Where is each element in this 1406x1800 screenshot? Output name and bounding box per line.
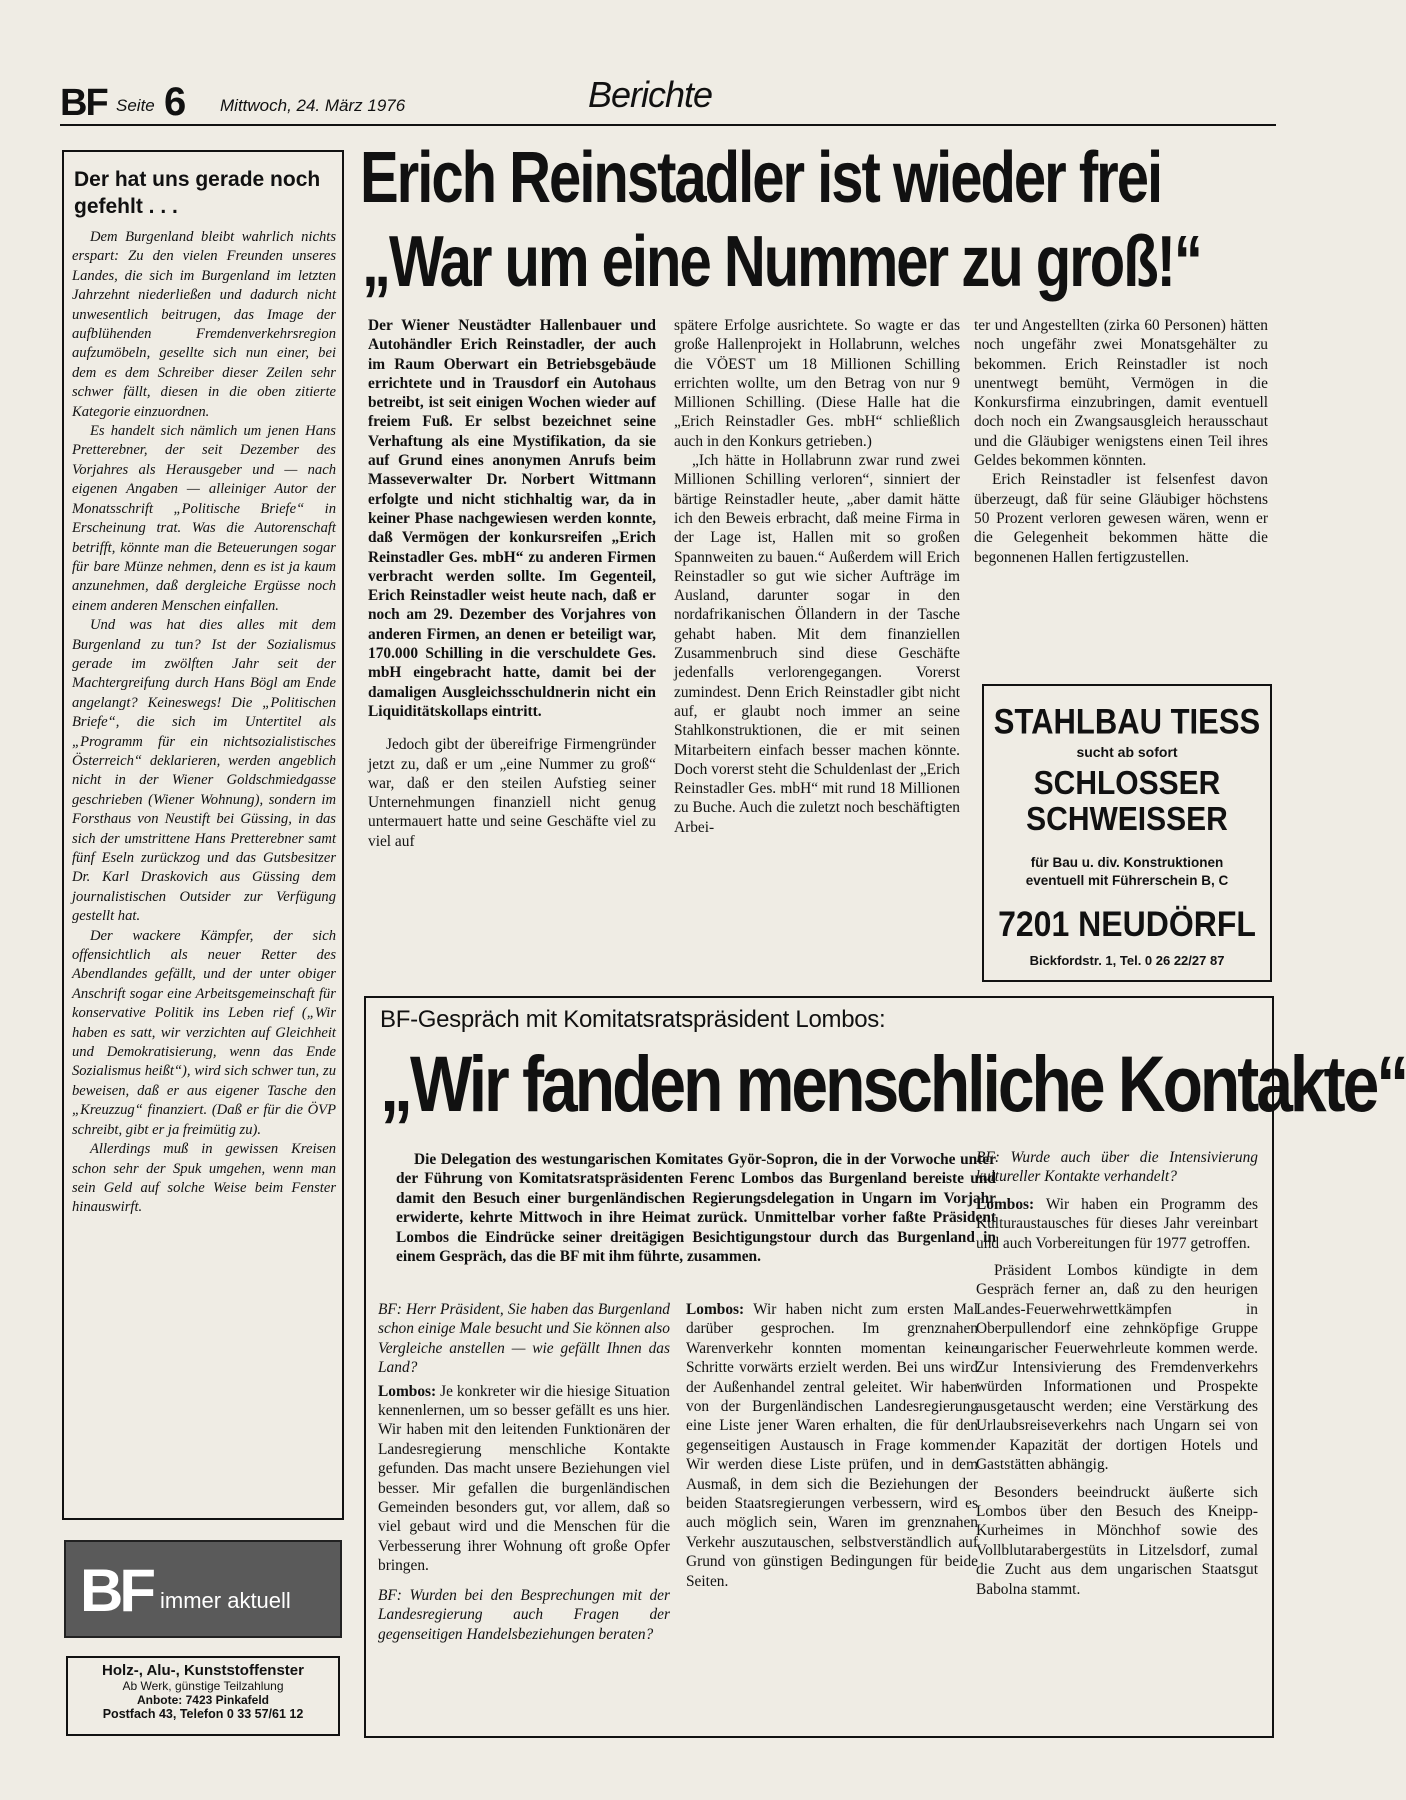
sidebar-commentary	[62, 150, 344, 1520]
answer-text: Wir haben nicht zum ersten Mal darüber gesprochen. Im grenznahen Warenverkehr konnten momentan keine Schritte vorwärts erzielt werden. Bei uns wird der Außenhandel zentral geleitet. Wir haben von der Burgenländischen Landesregierung eine Liste jener Waren erhalten, die für den gegenseitigen Austausch in Frage kommen. Wir werden diese Liste prüfen, und in dem Ausmaß, in dem sich die Beziehungen der beiden Staatsregierungen verbessern, wird es auch möglich sein, Waren im grenznahen Verkehr auszutauschen, selbstverständlich auf Grund von günstigen Bedingungen für beide Seiten.	[686, 1301, 978, 1590]
article1-lead: Der Wiener Neustädter Hallenbauer und Autohändler Erich Reinstadler, der auch im Raum Oberwart ein Betriebsgebäude errichtete und in Trausdorf ein Autohaus betreibt, ist seit einigen Wochen wieder auf freiem Fuß. Er selbst bezeichnet seine Verhaftung als eine Mystifikation, da sie auf Grund eines anonymen Anrufs beim Masseverwalter Dr. Norbert Wittmann erfolgte und nicht stichhaltig war, da in keiner Phase nachgewiesen werden konnte, daß Vermögen der konkursreifen „Erich Reinstadler Ges. mbH“ zu anderen Firmen verbracht werden sollte. Im Gegenteil, Erich Reinstadler weist heute nach, daß er noch am 29. Dezember des Vorjahres von anderen Firmen, an denen er beteiligt war, 170.000 Schilling in die verschuldete Ges. mbH eingebracht hatte, damit bei der damaligen Ausgleichsschuldnerin nicht ein Liquiditätskollaps eintritt.	[368, 317, 656, 720]
page-number: 6	[164, 80, 187, 124]
ad-fenster-address: Anbote: 7423 Pinkafeld	[136, 1693, 270, 1707]
article1-paragraph: ter und Angestellten (zirka 60 Personen) hätten noch ungefähr zwei Monatsgehälter zu bekommen. Erich Reinstadler ist noch unentwegt bemüht, Vermögen in die Konkursfirma einzubringen, damit eventuell doch noch ein Zwangsausgleich herausschaut und die Gläubiger wenigstens einen Teil ihres Geldes bekommen könnten.	[974, 317, 1268, 470]
article1-column-1	[368, 316, 656, 851]
ad-stahlbau	[982, 684, 1272, 982]
article2-paragraph: Präsident Lombos kündigte in dem Gespräch ferner an, daß zu den heurigen Landes-Feuerwehrwettkämpfen in Oberpullendorf eine zehnköpfige Gruppe ungarischer Feuerwehrleute kommen werde. Zur Intensivierung des Fremdenverkehrs würden Informationen und Prospekte ausgetauscht werden; eine Verstärkung des Urlaubsreiseverkehrs nach Ungarn sei von der Kapazität der dortigen Hotels und Gaststätten abhängig.	[976, 1262, 1258, 1474]
article1-paragraph: Jedoch gibt der übereifrige Firmengründer jetzt zu, daß er um „eine Nummer zu groß“ war, daß er den steilen Aufstieg seiner Unternehmungen finanziell nicht genug untermauert hatte und seine Geschäfte viel zu viel auf	[368, 736, 656, 850]
promo-slogan: immer aktuell	[160, 1588, 291, 1613]
sidebar-title: Der hat uns gerade noch gefehlt . . .	[74, 168, 321, 218]
promo-logo: BF	[80, 1557, 152, 1624]
ad-subline: sucht ab sofort	[1076, 744, 1178, 760]
masthead-seite-label: Seite	[116, 96, 155, 115]
article1-column-2	[674, 316, 960, 837]
article1-paragraph: Erich Reinstadler ist felsenfest davon überzeugt, daß für seine Gläubiger höchstens 50 Prozent verloren gewesen wären, wenn er die Gelegenheit bekommen hätte die begonnenen Hallen fertigzustellen.	[974, 471, 1268, 566]
answer-label: Lombos:	[686, 1301, 745, 1318]
ad-fenster-contact: Postfach 43, Telefon 0 33 57/61 12	[102, 1707, 304, 1721]
sidebar-body	[72, 228, 336, 1218]
interview-question: BF: Wurde auch über die Intensivierung kultureller Kontakte verhandelt?	[976, 1149, 1258, 1186]
issue-date: Mittwoch, 24. März 1976	[220, 96, 406, 115]
article1-paragraph: „Ich hätte in Hollabrunn zwar rund zwei Millionen Schilling verloren“, sinniert der bärtige Reinstadler heute, „aber damit hätte ich den Beweis erbracht, daß meine Firma in der Lage ist, Hallen mit so großen Spannweiten zu bauen.“ Außerdem will Erich Reinstadler so gut wie sicher Aufträge im Ausland, darunter sogar in den nordafrikanischen Öllandern in der Tasche gehabt haben. Mit dem finanziellen Zusammenbruch sind diese Geschäfte jedenfalls verlorengegangen. Vorerst zumindest. Denn Erich Reinstadler gibt nicht auf, er glaubt noch immer an seine Stahlkonstruktionen, die er mit seinen Mitarbeitern einfach besser machen könnte. Doch vorerst steht die Schuldenlast der „Erich Reinstadler Ges. mbH“ mit rund 18 Millionen zu Buche. Auch die zuletzt noch beschäftigten Arbei-	[674, 452, 960, 836]
section-title: Berichte	[588, 74, 713, 115]
ad-company-name: STAHLBAU TIESS	[993, 701, 1261, 742]
answer-text: Wir haben ein Programm des Kulturaustausches für dieses Jahr vereinbart und auch Vorbereitungen für 1977 getroffen.	[976, 1195, 1258, 1252]
interview-answer	[976, 1195, 1258, 1253]
sidebar-paragraph: Der wackere Kämpfer, der sich offensichtlich als neuer Retter des Abendlandes gefällt, und der unter obiger Anschrift sogar eine Arbeitsgemeinschaft für konservative Politik ins Leben rief („Wir haben es satt, wir verzichten auf Gleichheit und Demokratisierung, wenn das Ende Sozialismus heißt“), wird sich schwer tun, zu beweisen, daß er aus eigener Tasche den „Kreuzzug“ finanziert. (Daß er für die ÖVP schreibt, gibt er ja freimütig zu).	[72, 927, 336, 1138]
sidebar-paragraph: Dem Burgenland bleibt wahrlich nichts erspart: Zu den vielen Freunden unseres Landes, die sich im Burgenland im letzten Jahrzehnt niederließen und dadurch nicht unwesentlich beitrugen, das Image der aufblühenden Fremdenverkehrsregion aufzumöbeln, gesellte sich nun einer, bei dem es dem Schreiber dieser Zeilen sehr schwer fällt, diesen in die oben zitierte Kategorie einzuordnen.	[72, 229, 336, 420]
ad-details-1: für Bau u. div. Konstruktionen	[1030, 855, 1224, 870]
ad-location: 7201 NEUDÖRFL	[998, 904, 1256, 944]
answer-text: Je konkreter wir die hiesige Situation kennenlernen, um so besser gefällt es uns hier. Wir haben mit den leitenden Funktionären der Landesregierung menschliche Kontakte gefunden. Das macht unsere Beziehungen viel besser. Mir gefallen die burgenländischen Gemeinden besonders gut, vor allem, daß so viel gebaut wird und die Menschen für die Verbesserung ihrer Wohnung oft große Opfer bringen.	[378, 1382, 670, 1575]
sidebar-paragraph: Es handelt sich nämlich um jenen Hans Pretterebner, der seit Dezember des Vorjahres als Herausgeber und — nach eigenen Angaben — alleiniger Autor der Monatsschrift „Politische Briefe“ in Erscheinung trat. Was die Autorenschaft betrifft, könnte man die Beteuerungen sogar für bare Münze nehmen, denn es ist ja kaum anzunehmen, daß dergleiche Ergüsse noch einem anderen Menschen einfallen.	[72, 423, 336, 614]
article2-headline: „Wir fanden menschliche Kontakte“	[380, 1039, 1406, 1128]
interview-question: BF: Herr Präsident, Sie haben das Burgenland schon einige Male besucht und Sie können also Vergleiche anstellen — wie gefällt Ihnen das Land?	[378, 1301, 670, 1377]
article2-column-1	[378, 1300, 670, 1648]
masthead-logo: BF	[60, 82, 107, 124]
ad-fenster-subtitle: Ab Werk, günstige Teilzahlung	[122, 1679, 284, 1693]
article1-subheadline: „War um eine Nummer zu groß!“	[362, 220, 1201, 302]
answer-label: Lombos:	[976, 1195, 1035, 1213]
article2-column-2	[686, 1300, 978, 1595]
article1-column-3	[974, 316, 1268, 567]
interview-question: BF: Wurden bei den Besprechungen mit der Landesregierung auch Fragen der gegenseitigen Handelsbeziehungen beraten?	[378, 1586, 670, 1643]
article2-column-3	[976, 1148, 1258, 1603]
article2-kicker: BF-Gespräch mit Komitatsratspräsident Lombos:	[380, 1006, 886, 1033]
ad-fenster-title: Holz-, Alu-, Kunststoffenster	[102, 1662, 304, 1679]
article2-intro-text: Die Delegation des westungarischen Komitates Györ-Sopron, die in der Vorwoche unter der Führung von Komitatsratspräsidenten Ferenc Lombos das Burgenland bereiste und damit den Besuch einer burgenländischen Regierungsdelegation in Ungarn im Vorjahr erwiderte, kehrte Mittwoch in ihre Heimat zurück. Unmittelbar vorher faßte Präsident Lombos die Eindrücke seiner dreitägigen Besichtigungstour durch das Burgenland in einem Gespräch, das die BF mit ihm führte, zusammen.	[396, 1151, 996, 1266]
masthead	[60, 70, 1276, 126]
article2-paragraph: Besonders beeindruckt äußerte sich Lombos über den Besuch des Kneipp-Kurheimes in Mönchhof sowie des Vollblutarabergestüts in Litzelsdorf, zumal die Zucht aus dem ungarischen Staatsgut Babolna stammt.	[976, 1483, 1258, 1598]
ad-contact: Bickfordstr. 1, Tel. 0 26 22/27 87	[1029, 953, 1225, 968]
ad-job-2: SCHWEISSER	[1026, 801, 1228, 838]
sidebar-paragraph: Allerdings muß in gewissen Kreisen schon sehr der Spuk umgehen, wenn man sein Geld auf solche Weise beim Fenster hinauswirft.	[72, 1141, 336, 1216]
sidebar-paragraph: Und was hat dies alles mit dem Burgenland zu tun? Ist der Sozialismus gerade im zwölften Jahr seit der Machtergreifung durch Hans Bögl am Ende angelangt? Keineswegs! Die „Politischen Briefe“, die sich im Untertitel als „Programm für ein nichtsozialistisches Österreich“ deklarieren, werden angeblich nicht in der Wiener Goldschmiedgasse geschrieben (Wiener Wohnung), sondern im Forsthaus von Neustift bei Güssing, in das sich der umstrittene Hans Pretterebner samt fünf Eseln zurückzog und das Gutsbesitzer Dr. Karl Draskovich aus Güssing dem journalistischen Outsider zur Verfügung gestellt hat.	[72, 617, 336, 925]
article2-intro	[396, 1150, 996, 1266]
article1-headline: Erich Reinstadler ist wieder frei	[360, 136, 1162, 218]
article1-paragraph: spätere Erfolge ausrichtete. So wagte er das große Hallenprojekt in Hollabrunn, welches die VÖEST um 18 Millionen Schilling errichten wollte, um den Betrag von nur 9 Millionen Schilling. (Diese Halle hat die „Erich Reinstadler Ges. mbH“ schließlich auch in den Konkurs getrieben.)	[674, 317, 960, 450]
ad-window-maker	[66, 1656, 340, 1736]
promo-banner	[64, 1540, 342, 1638]
article2-box	[364, 996, 1406, 1738]
interview-answer	[378, 1382, 670, 1576]
ad-details-2: eventuell mit Führerschein B, C	[1025, 873, 1229, 888]
ad-job-1: SCHLOSSER	[1033, 765, 1221, 802]
interview-answer	[686, 1300, 978, 1591]
answer-label: Lombos:	[378, 1382, 437, 1400]
